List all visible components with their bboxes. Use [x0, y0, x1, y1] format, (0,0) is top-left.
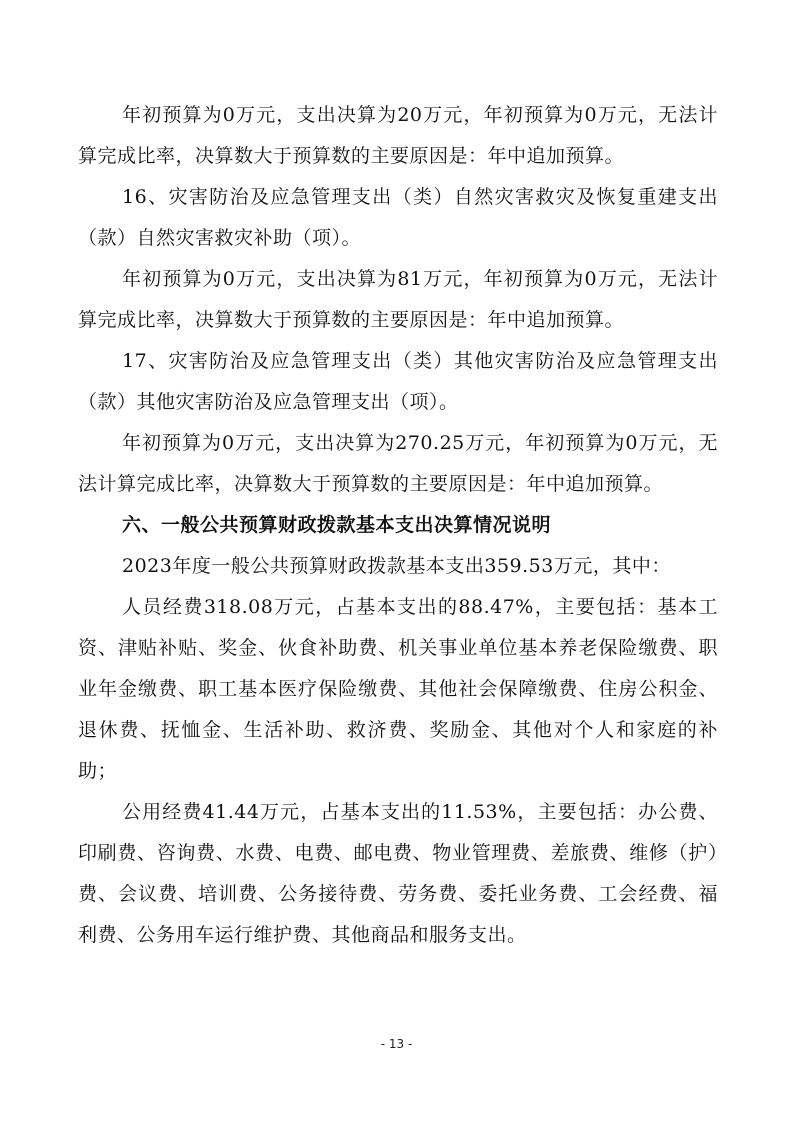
paragraph-item-17-title: 17、灾害防治及应急管理支出（类）其他灾害防治及应急管理支出（款）其他灾害防治及应急管理支出（项）。: [78, 350, 718, 413]
paragraph-personnel-expenses: 人员经费318.08万元，占基本支出的88.47%，主要包括：基本工资、津贴补贴、奖金、伙食补助费、机关事业单位基本养老保险缴费、职业年金缴费、职工基本医疗保险缴费、其他社会保障缴费、住房公积金、退休费、抚恤金、生活补助、救济费、奖励金、其他对个人和家庭的补助；: [78, 596, 718, 782]
paragraph-budget-item-17-detail: 年初预算为0万元，支出决算为270.25万元，年初预算为0万元，无法计算完成比率，决算数大于预算数的主要原因是：年中追加预算。: [78, 432, 718, 495]
paragraph-basic-expenditure-total: 2023年度一般公共预算财政拨款基本支出359.53万元，其中：: [122, 555, 671, 577]
paragraph-budget-item-16-detail: 年初预算为0万元，支出决算为81万元，年初预算为0万元，无法计算完成比率，决算数大于预算数的主要原因是：年中追加预算。: [78, 268, 718, 331]
page-number: - 13 -: [380, 1037, 413, 1051]
paragraph-budget-item-15-detail: 年初预算为0万元，支出决算为20万元，年初预算为0万元，无法计算完成比率，决算数大于预算数的主要原因是：年中追加预算。: [78, 104, 718, 167]
paragraph-item-16-title: 16、灾害防治及应急管理支出（类）自然灾害救灾及恢复重建支出（款）自然灾害救灾补助（项）。: [78, 186, 718, 249]
paragraph-public-expenses: 公用经费41.44万元，占基本支出的11.53%，主要包括：办公费、印刷费、咨询费、水费、电费、邮电费、物业管理费、差旅费、维修（护）费、会议费、培训费、公务接待费、劳务费、委托业务费、工会经费、福利费、公务用车运行维护费、其他商品和服务支出。: [78, 801, 718, 946]
document-body: [78, 95, 718, 956]
section-heading-6: 六、一般公共预算财政拨款基本支出决算情况说明: [122, 514, 552, 536]
